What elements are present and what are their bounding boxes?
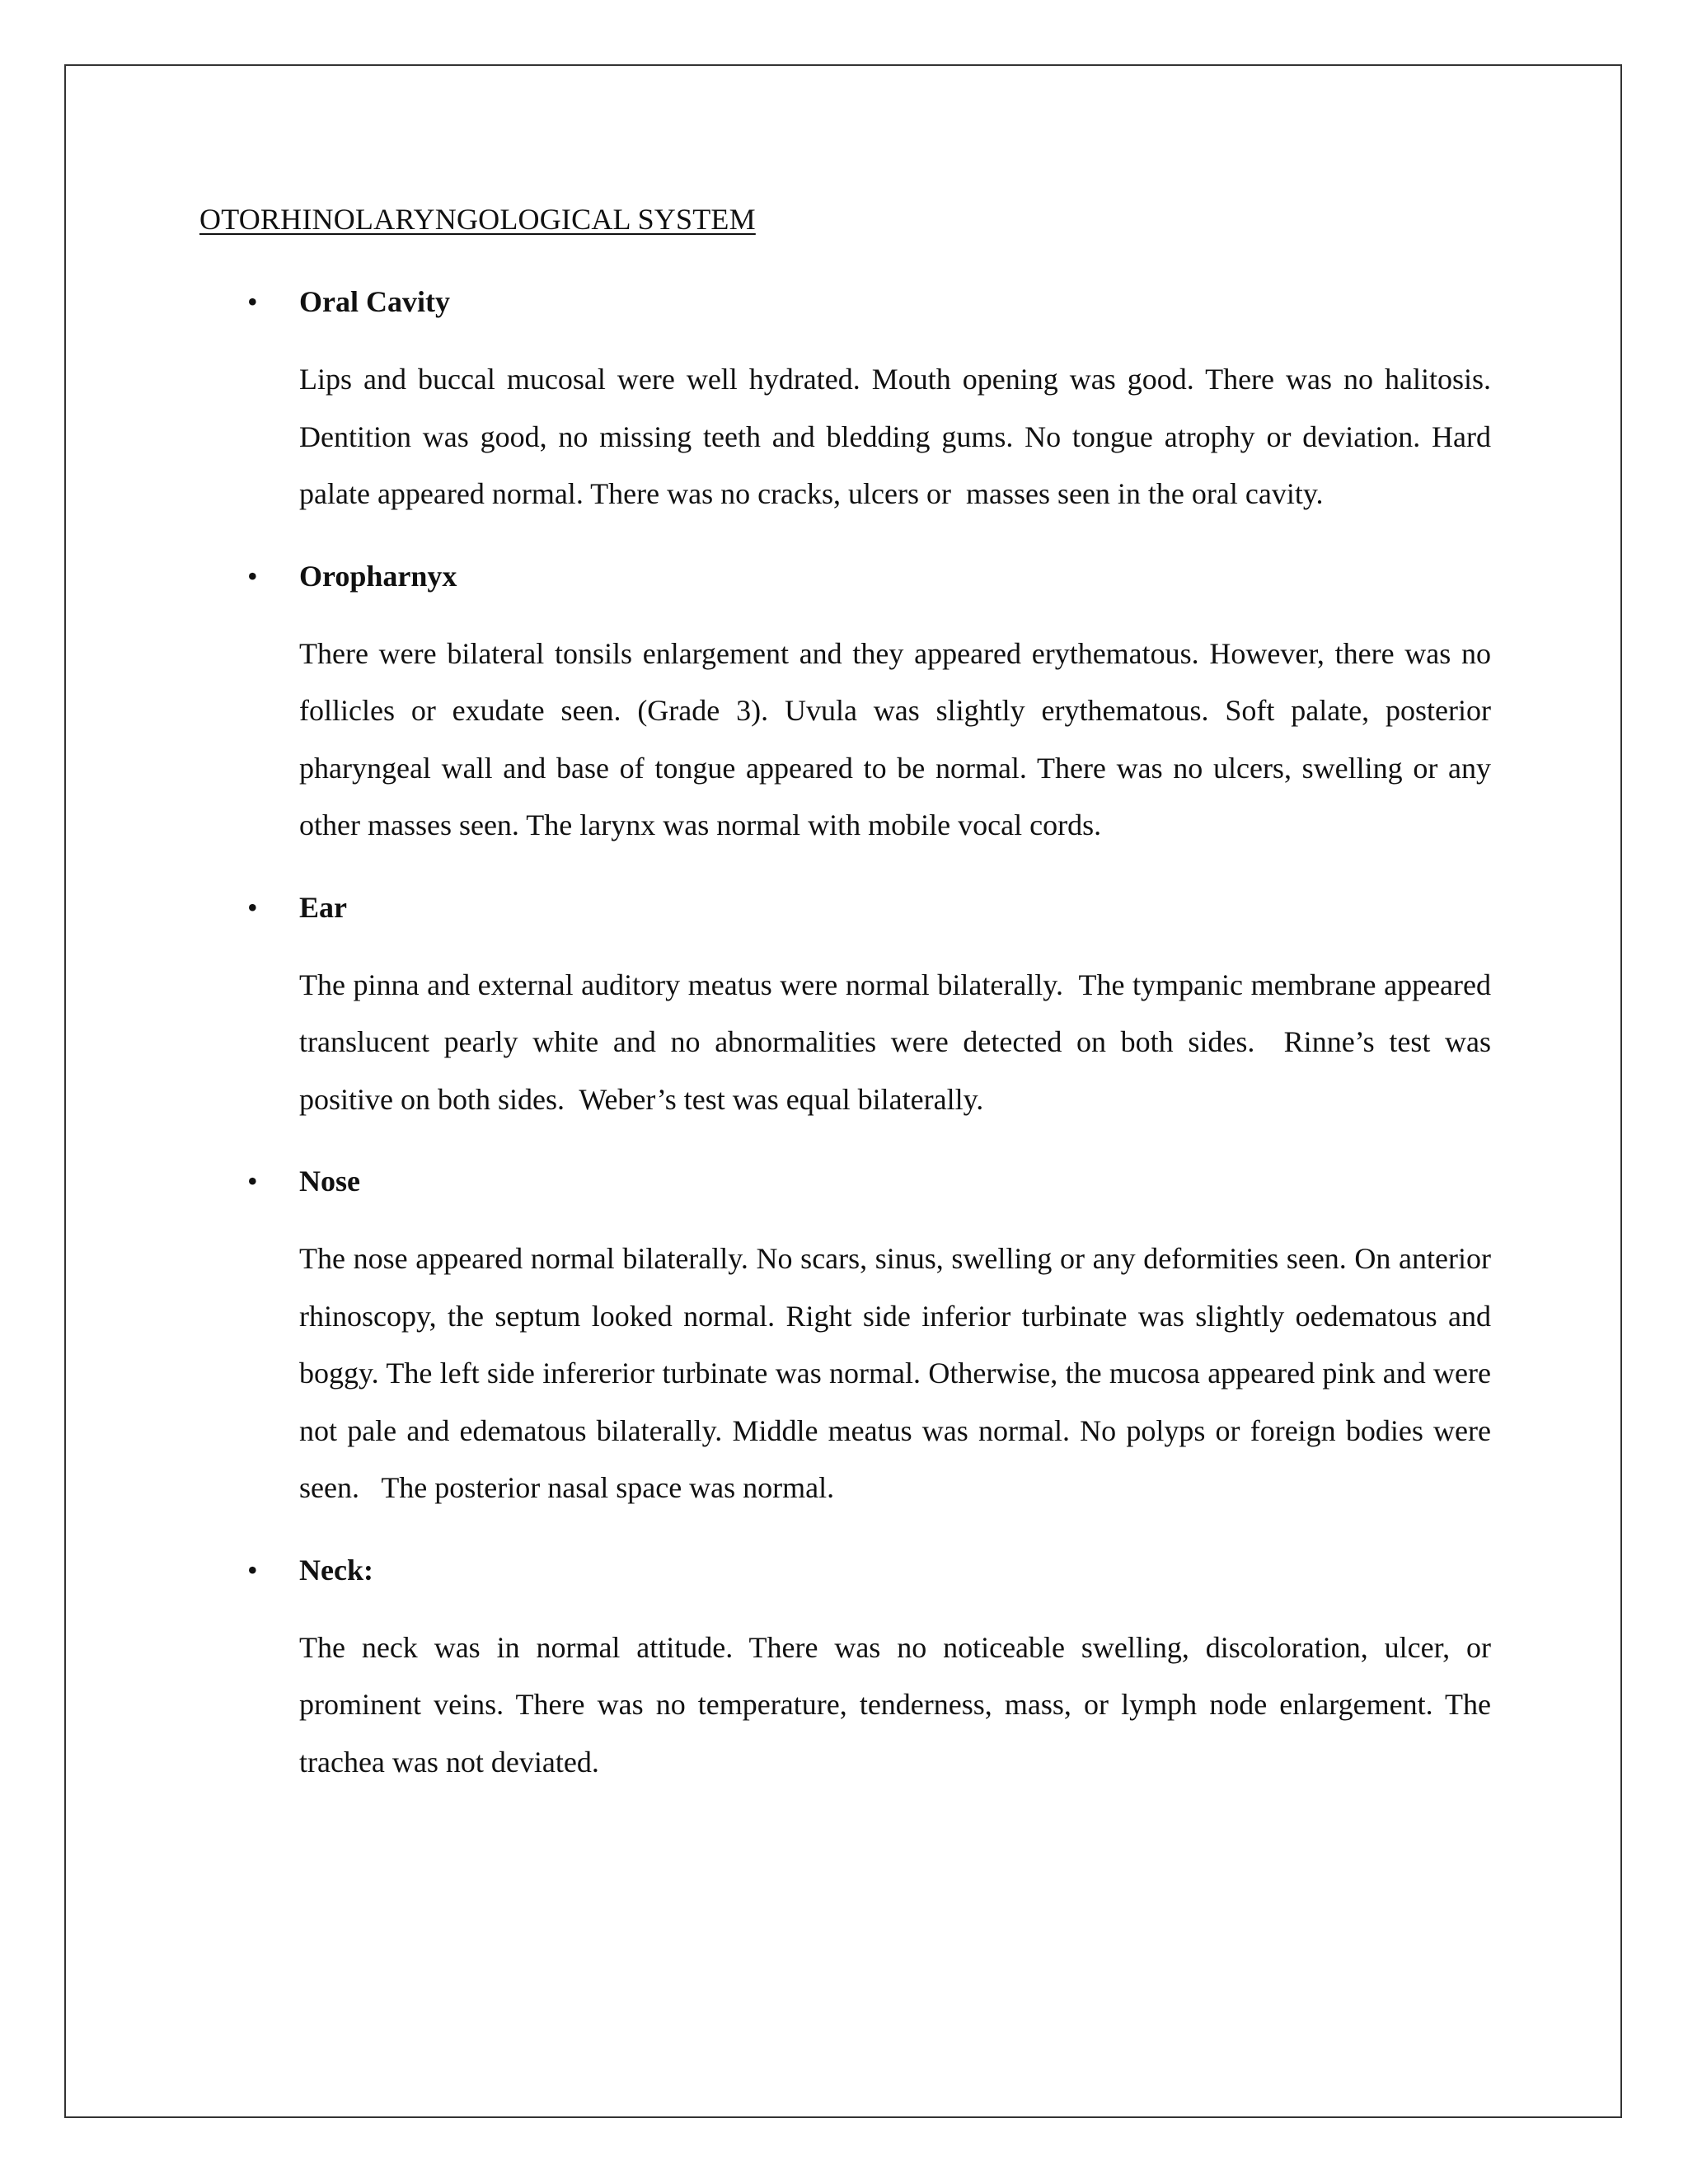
section-heading — [199, 884, 1491, 930]
section-heading-label: Oral Cavity — [299, 285, 450, 318]
section-heading-label: Neck: — [299, 1553, 373, 1586]
section-body: There were bilateral tonsils enlargement and they appeared erythematous. However, there was no follicles or exudate seen. (Grade 3). Uvula was slightly erythematous. Soft palate, posterior pharyngeal wall and base of tongue appeared to be normal. There was no ulcers, swelling or any other masses seen. The larynx was normal with mobile vocal cords. — [299, 636, 1498, 841]
section-body: The pinna and external auditory meatus were normal bilaterally. The tympanic membrane appeared translucent pearly white and no abnormalities were detected on both sides. Rinne’s test was positive on both sides. Weber’s test was equal bilaterally. — [299, 968, 1498, 1116]
document-content — [199, 196, 1498, 1821]
section-heading-label: Ear — [299, 890, 347, 924]
bullet-icon: • — [247, 1165, 258, 1197]
section-oral-cavity — [199, 279, 1498, 523]
section-neck — [199, 1547, 1498, 1792]
section-ear — [199, 884, 1498, 1129]
bullet-icon: • — [247, 890, 258, 924]
section-heading-label: Nose — [299, 1165, 360, 1197]
section-body: The neck was in normal attitude. There was no noticeable swelling, discoloration, ulcer, or prominent veins. There was no temperature, tenderness, mass, or lymph node enlargement. The trachea was not deviated. — [299, 1630, 1498, 1779]
bullet-icon: • — [247, 1553, 258, 1586]
bullet-icon: • — [247, 285, 258, 318]
section-heading — [199, 553, 1491, 599]
bullet-icon: • — [247, 559, 258, 593]
section-oropharynx — [199, 553, 1498, 855]
section-heading — [199, 1547, 1491, 1593]
section-heading — [199, 1158, 1491, 1204]
section-body: Lips and buccal mucosal were well hydrated. Mouth opening was good. There was no halitosis. Dentition was good, no missing teeth and bledding gums. No tongue atrophy or deviation. Hard palate appeared normal. There was no cracks, ulcers or masses seen in the oral cavity. — [299, 363, 1498, 510]
document-title: OTORHINOLARYNGOLOGICAL SYSTEM — [199, 203, 756, 236]
section-nose — [199, 1158, 1498, 1517]
section-heading — [199, 279, 1491, 325]
section-body: The nose appeared normal bilaterally. No scars, sinus, swelling or any deformities seen. On anterior rhinoscopy, the septum looked normal. Right side inferior turbinate was slightly oedematous and boggy. The left side infererior turbinate was normal. Otherwise, the mucosa appeared pink and were not pale and edematous bilaterally. Middle meatus was normal. No polyps or foreign bodies were seen. The posterior nasal space was normal. — [299, 1242, 1498, 1504]
section-heading-label: Oropharnyx — [299, 559, 457, 593]
